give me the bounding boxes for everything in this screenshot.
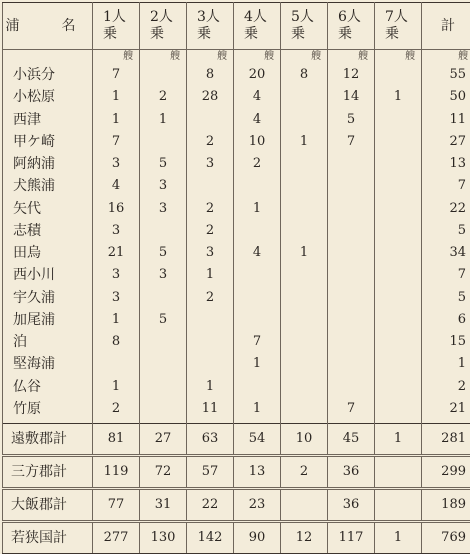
boat-count-cell xyxy=(281,109,328,131)
header-3-person xyxy=(187,3,234,50)
row-total-cell: 5 xyxy=(422,220,470,242)
header-line-1: 5人 xyxy=(291,9,314,25)
boat-count-cell xyxy=(375,264,422,286)
boat-count-cell: 1 xyxy=(375,86,422,108)
boat-count-cell xyxy=(328,153,375,175)
boat-count-cell: 2 xyxy=(187,220,234,242)
unit-label: 艘 xyxy=(93,50,140,65)
header-line-2: 乗 xyxy=(103,26,117,42)
boat-count-cell xyxy=(375,456,422,489)
boat-count-cell: 90 xyxy=(234,522,281,554)
table-row xyxy=(3,353,470,375)
place-name-cell: 竹原 xyxy=(3,398,93,424)
boat-count-cell xyxy=(375,220,422,242)
unit-label: 艘 xyxy=(187,50,234,65)
boat-count-cell: 142 xyxy=(187,522,234,554)
boat-count-cell: 12 xyxy=(281,522,328,554)
boat-count-cell: 3 xyxy=(140,175,187,197)
boat-count-cell xyxy=(375,175,422,197)
boat-count-cell: 5 xyxy=(140,242,187,264)
boat-count-cell xyxy=(281,287,328,309)
boat-count-cell xyxy=(281,153,328,175)
total-row xyxy=(3,424,470,456)
boat-count-cell: 2 xyxy=(93,398,140,424)
boat-count-cell: 36 xyxy=(328,456,375,489)
total-row xyxy=(3,522,470,554)
boat-count-cell xyxy=(140,398,187,424)
boat-count-cell: 28 xyxy=(187,86,234,108)
boat-count-cell xyxy=(375,331,422,353)
boat-count-cell xyxy=(328,287,375,309)
table-row xyxy=(3,198,470,220)
boat-count-cell: 3 xyxy=(140,198,187,220)
header-line-2: 乗 xyxy=(197,26,211,42)
place-name-cell: 西小川 xyxy=(3,264,93,286)
boat-count-cell: 1 xyxy=(234,353,281,375)
boat-count-cell: 1 xyxy=(187,376,234,398)
table-row xyxy=(3,309,470,331)
boat-count-cell: 2 xyxy=(140,86,187,108)
boat-count-cell: 23 xyxy=(234,489,281,522)
unit-label: 艘 xyxy=(422,50,470,65)
boat-count-cell: 5 xyxy=(328,109,375,131)
boat-count-table xyxy=(2,2,470,554)
boat-count-cell xyxy=(140,376,187,398)
boat-count-cell xyxy=(140,64,187,86)
boat-count-cell xyxy=(281,353,328,375)
boat-count-cell: 1 xyxy=(375,522,422,554)
boat-count-cell xyxy=(140,220,187,242)
boat-count-cell xyxy=(375,353,422,375)
boat-count-cell xyxy=(375,109,422,131)
row-total-cell: 13 xyxy=(422,153,470,175)
header-line-1: 7人 xyxy=(385,9,408,25)
boat-count-cell xyxy=(140,131,187,153)
boat-count-cell: 277 xyxy=(93,522,140,554)
table-row xyxy=(3,287,470,309)
total-row xyxy=(3,456,470,489)
boat-count-cell xyxy=(187,353,234,375)
boat-count-cell: 14 xyxy=(328,86,375,108)
place-name-cell: 西津 xyxy=(3,109,93,131)
unit-row xyxy=(3,50,470,65)
boat-count-cell xyxy=(328,331,375,353)
boat-count-cell: 13 xyxy=(234,456,281,489)
row-total-cell: 50 xyxy=(422,86,470,108)
boat-count-cell: 63 xyxy=(187,424,234,456)
header-line-1: 6人 xyxy=(338,9,361,25)
boat-count-cell xyxy=(187,175,234,197)
boat-count-cell: 4 xyxy=(93,175,140,197)
boat-count-cell: 2 xyxy=(187,131,234,153)
table-row xyxy=(3,86,470,108)
boat-count-cell: 5 xyxy=(140,309,187,331)
boat-count-cell: 77 xyxy=(93,489,140,522)
boat-count-cell xyxy=(328,353,375,375)
boat-count-cell xyxy=(281,86,328,108)
boat-count-cell: 10 xyxy=(234,131,281,153)
header-line-2: 乗 xyxy=(150,26,164,42)
boat-count-cell xyxy=(328,309,375,331)
table-row xyxy=(3,175,470,197)
table-row xyxy=(3,398,470,424)
table-body xyxy=(3,50,470,424)
boat-count-cell xyxy=(328,264,375,286)
boat-count-cell xyxy=(281,220,328,242)
boat-count-cell xyxy=(328,376,375,398)
header-line-2: 乗 xyxy=(385,26,399,42)
place-name-cell: 甲ケ崎 xyxy=(3,131,93,153)
boat-count-table-page xyxy=(2,2,468,552)
boat-count-cell xyxy=(187,109,234,131)
boat-count-cell: 3 xyxy=(93,287,140,309)
boat-count-cell xyxy=(187,309,234,331)
header-line-2: 乗 xyxy=(244,26,258,42)
boat-count-cell: 7 xyxy=(328,398,375,424)
row-total-cell: 5 xyxy=(422,287,470,309)
boat-count-cell xyxy=(281,264,328,286)
unit-label: 艘 xyxy=(140,50,187,65)
boat-count-cell: 1 xyxy=(281,131,328,153)
header-line-1: 4人 xyxy=(244,9,267,25)
boat-count-cell xyxy=(234,287,281,309)
boat-count-cell: 1 xyxy=(93,309,140,331)
row-total-cell: 11 xyxy=(422,109,470,131)
boat-count-cell xyxy=(375,153,422,175)
boat-count-cell: 1 xyxy=(93,86,140,108)
header-6-person xyxy=(328,3,375,50)
place-name-cell: 小浜分 xyxy=(3,64,93,86)
boat-count-cell xyxy=(93,353,140,375)
boat-count-cell: 1 xyxy=(234,398,281,424)
boat-count-cell xyxy=(328,242,375,264)
boat-count-cell: 3 xyxy=(187,242,234,264)
row-total-cell: 21 xyxy=(422,398,470,424)
row-total-cell: 2 xyxy=(422,376,470,398)
boat-count-cell xyxy=(187,331,234,353)
boat-count-cell: 36 xyxy=(328,489,375,522)
boat-count-cell: 72 xyxy=(140,456,187,489)
header-line-2: 乗 xyxy=(291,26,305,42)
unit-label: 艘 xyxy=(234,50,281,65)
boat-count-cell: 8 xyxy=(187,64,234,86)
boat-count-cell xyxy=(140,331,187,353)
boat-count-cell: 4 xyxy=(234,86,281,108)
boat-count-cell xyxy=(328,220,375,242)
boat-count-cell: 3 xyxy=(187,153,234,175)
row-total-cell: 189 xyxy=(422,489,470,522)
table-row xyxy=(3,331,470,353)
boat-count-cell xyxy=(375,398,422,424)
boat-count-cell xyxy=(375,309,422,331)
boat-count-cell: 2 xyxy=(187,198,234,220)
boat-count-cell: 81 xyxy=(93,424,140,456)
boat-count-cell xyxy=(375,198,422,220)
header-1-person xyxy=(93,3,140,50)
boat-count-cell: 4 xyxy=(234,242,281,264)
table-row xyxy=(3,264,470,286)
header-line-1: 2人 xyxy=(150,9,173,25)
boat-count-cell: 3 xyxy=(93,153,140,175)
row-total-cell: 7 xyxy=(422,264,470,286)
boat-count-cell: 7 xyxy=(234,331,281,353)
boat-count-cell xyxy=(140,353,187,375)
table-header xyxy=(3,3,470,50)
row-total-cell: 22 xyxy=(422,198,470,220)
boat-count-cell: 8 xyxy=(281,64,328,86)
boat-count-cell: 1 xyxy=(187,264,234,286)
table-row xyxy=(3,376,470,398)
boat-count-cell xyxy=(281,175,328,197)
boat-count-cell: 21 xyxy=(93,242,140,264)
boat-count-cell xyxy=(375,64,422,86)
row-total-cell: 7 xyxy=(422,175,470,197)
place-name-cell: 宇久浦 xyxy=(3,287,93,309)
boat-count-cell xyxy=(281,309,328,331)
boat-count-cell: 130 xyxy=(140,522,187,554)
total-name-cell: 三方郡計 xyxy=(3,456,93,489)
place-name-cell: 志積 xyxy=(3,220,93,242)
boat-count-cell: 7 xyxy=(93,64,140,86)
boat-count-cell: 11 xyxy=(187,398,234,424)
boat-count-cell: 2 xyxy=(234,153,281,175)
table-totals xyxy=(3,424,470,554)
boat-count-cell: 20 xyxy=(234,64,281,86)
header-7-person xyxy=(375,3,422,50)
row-total-cell: 6 xyxy=(422,309,470,331)
boat-count-cell xyxy=(281,198,328,220)
boat-count-cell: 1 xyxy=(281,242,328,264)
row-total-cell: 34 xyxy=(422,242,470,264)
place-name-cell: 矢代 xyxy=(3,198,93,220)
table-row xyxy=(3,242,470,264)
place-name-cell: 犬熊浦 xyxy=(3,175,93,197)
boat-count-cell: 31 xyxy=(140,489,187,522)
boat-count-cell: 1 xyxy=(375,424,422,456)
boat-count-cell xyxy=(375,287,422,309)
boat-count-cell: 57 xyxy=(187,456,234,489)
unit-label: 艘 xyxy=(281,50,328,65)
boat-count-cell xyxy=(328,198,375,220)
boat-count-cell: 16 xyxy=(93,198,140,220)
boat-count-cell: 1 xyxy=(93,109,140,131)
header-total: 計 xyxy=(422,3,470,50)
boat-count-cell xyxy=(375,376,422,398)
place-name-cell: 阿納浦 xyxy=(3,153,93,175)
header-2-person xyxy=(140,3,187,50)
boat-count-cell xyxy=(140,287,187,309)
boat-count-cell xyxy=(375,242,422,264)
header-5-person xyxy=(281,3,328,50)
boat-count-cell: 2 xyxy=(281,456,328,489)
boat-count-cell: 12 xyxy=(328,64,375,86)
total-name-cell: 大飯郡計 xyxy=(3,489,93,522)
boat-count-cell xyxy=(281,398,328,424)
boat-count-cell: 119 xyxy=(93,456,140,489)
header-line-1: 3人 xyxy=(197,9,220,25)
boat-count-cell: 3 xyxy=(93,220,140,242)
total-row xyxy=(3,489,470,522)
boat-count-cell xyxy=(281,376,328,398)
total-name-cell: 若狭国計 xyxy=(3,522,93,554)
boat-count-cell: 7 xyxy=(93,131,140,153)
table-row xyxy=(3,220,470,242)
row-total-cell: 15 xyxy=(422,331,470,353)
boat-count-cell xyxy=(375,489,422,522)
row-total-cell: 55 xyxy=(422,64,470,86)
header-line-2: 乗 xyxy=(338,26,352,42)
row-total-cell: 281 xyxy=(422,424,470,456)
place-name-cell: 泊 xyxy=(3,331,93,353)
boat-count-cell: 45 xyxy=(328,424,375,456)
table-row xyxy=(3,109,470,131)
boat-count-cell xyxy=(281,489,328,522)
row-total-cell: 1 xyxy=(422,353,470,375)
table-row xyxy=(3,153,470,175)
boat-count-cell: 22 xyxy=(187,489,234,522)
boat-count-cell: 117 xyxy=(328,522,375,554)
place-name-cell: 加尾浦 xyxy=(3,309,93,331)
boat-count-cell: 1 xyxy=(140,109,187,131)
boat-count-cell: 2 xyxy=(187,287,234,309)
boat-count-cell xyxy=(234,376,281,398)
row-total-cell: 27 xyxy=(422,131,470,153)
header-row xyxy=(3,3,470,50)
header-line-1: 1人 xyxy=(103,9,126,25)
unit-cell-empty xyxy=(3,50,93,65)
boat-count-cell: 1 xyxy=(93,376,140,398)
place-name-cell: 堅海浦 xyxy=(3,353,93,375)
row-total-cell: 299 xyxy=(422,456,470,489)
boat-count-cell: 4 xyxy=(234,109,281,131)
boat-count-cell xyxy=(234,309,281,331)
boat-count-cell: 3 xyxy=(140,264,187,286)
header-place-name: 浦 名 xyxy=(3,3,93,50)
row-total-cell: 769 xyxy=(422,522,470,554)
place-name-cell: 小松原 xyxy=(3,86,93,108)
table-row xyxy=(3,131,470,153)
boat-count-cell xyxy=(328,175,375,197)
unit-label: 艘 xyxy=(328,50,375,65)
table-row xyxy=(3,64,470,86)
boat-count-cell: 1 xyxy=(234,198,281,220)
boat-count-cell: 3 xyxy=(93,264,140,286)
unit-label: 艘 xyxy=(375,50,422,65)
total-name-cell: 遠敷郡計 xyxy=(3,424,93,456)
boat-count-cell xyxy=(234,220,281,242)
boat-count-cell: 54 xyxy=(234,424,281,456)
place-name-cell: 田烏 xyxy=(3,242,93,264)
boat-count-cell: 10 xyxy=(281,424,328,456)
boat-count-cell: 27 xyxy=(140,424,187,456)
boat-count-cell xyxy=(234,175,281,197)
boat-count-cell: 8 xyxy=(93,331,140,353)
boat-count-cell: 7 xyxy=(328,131,375,153)
header-4-person xyxy=(234,3,281,50)
boat-count-cell: 5 xyxy=(140,153,187,175)
boat-count-cell xyxy=(375,131,422,153)
boat-count-cell xyxy=(281,331,328,353)
boat-count-cell xyxy=(234,264,281,286)
place-name-cell: 仏谷 xyxy=(3,376,93,398)
